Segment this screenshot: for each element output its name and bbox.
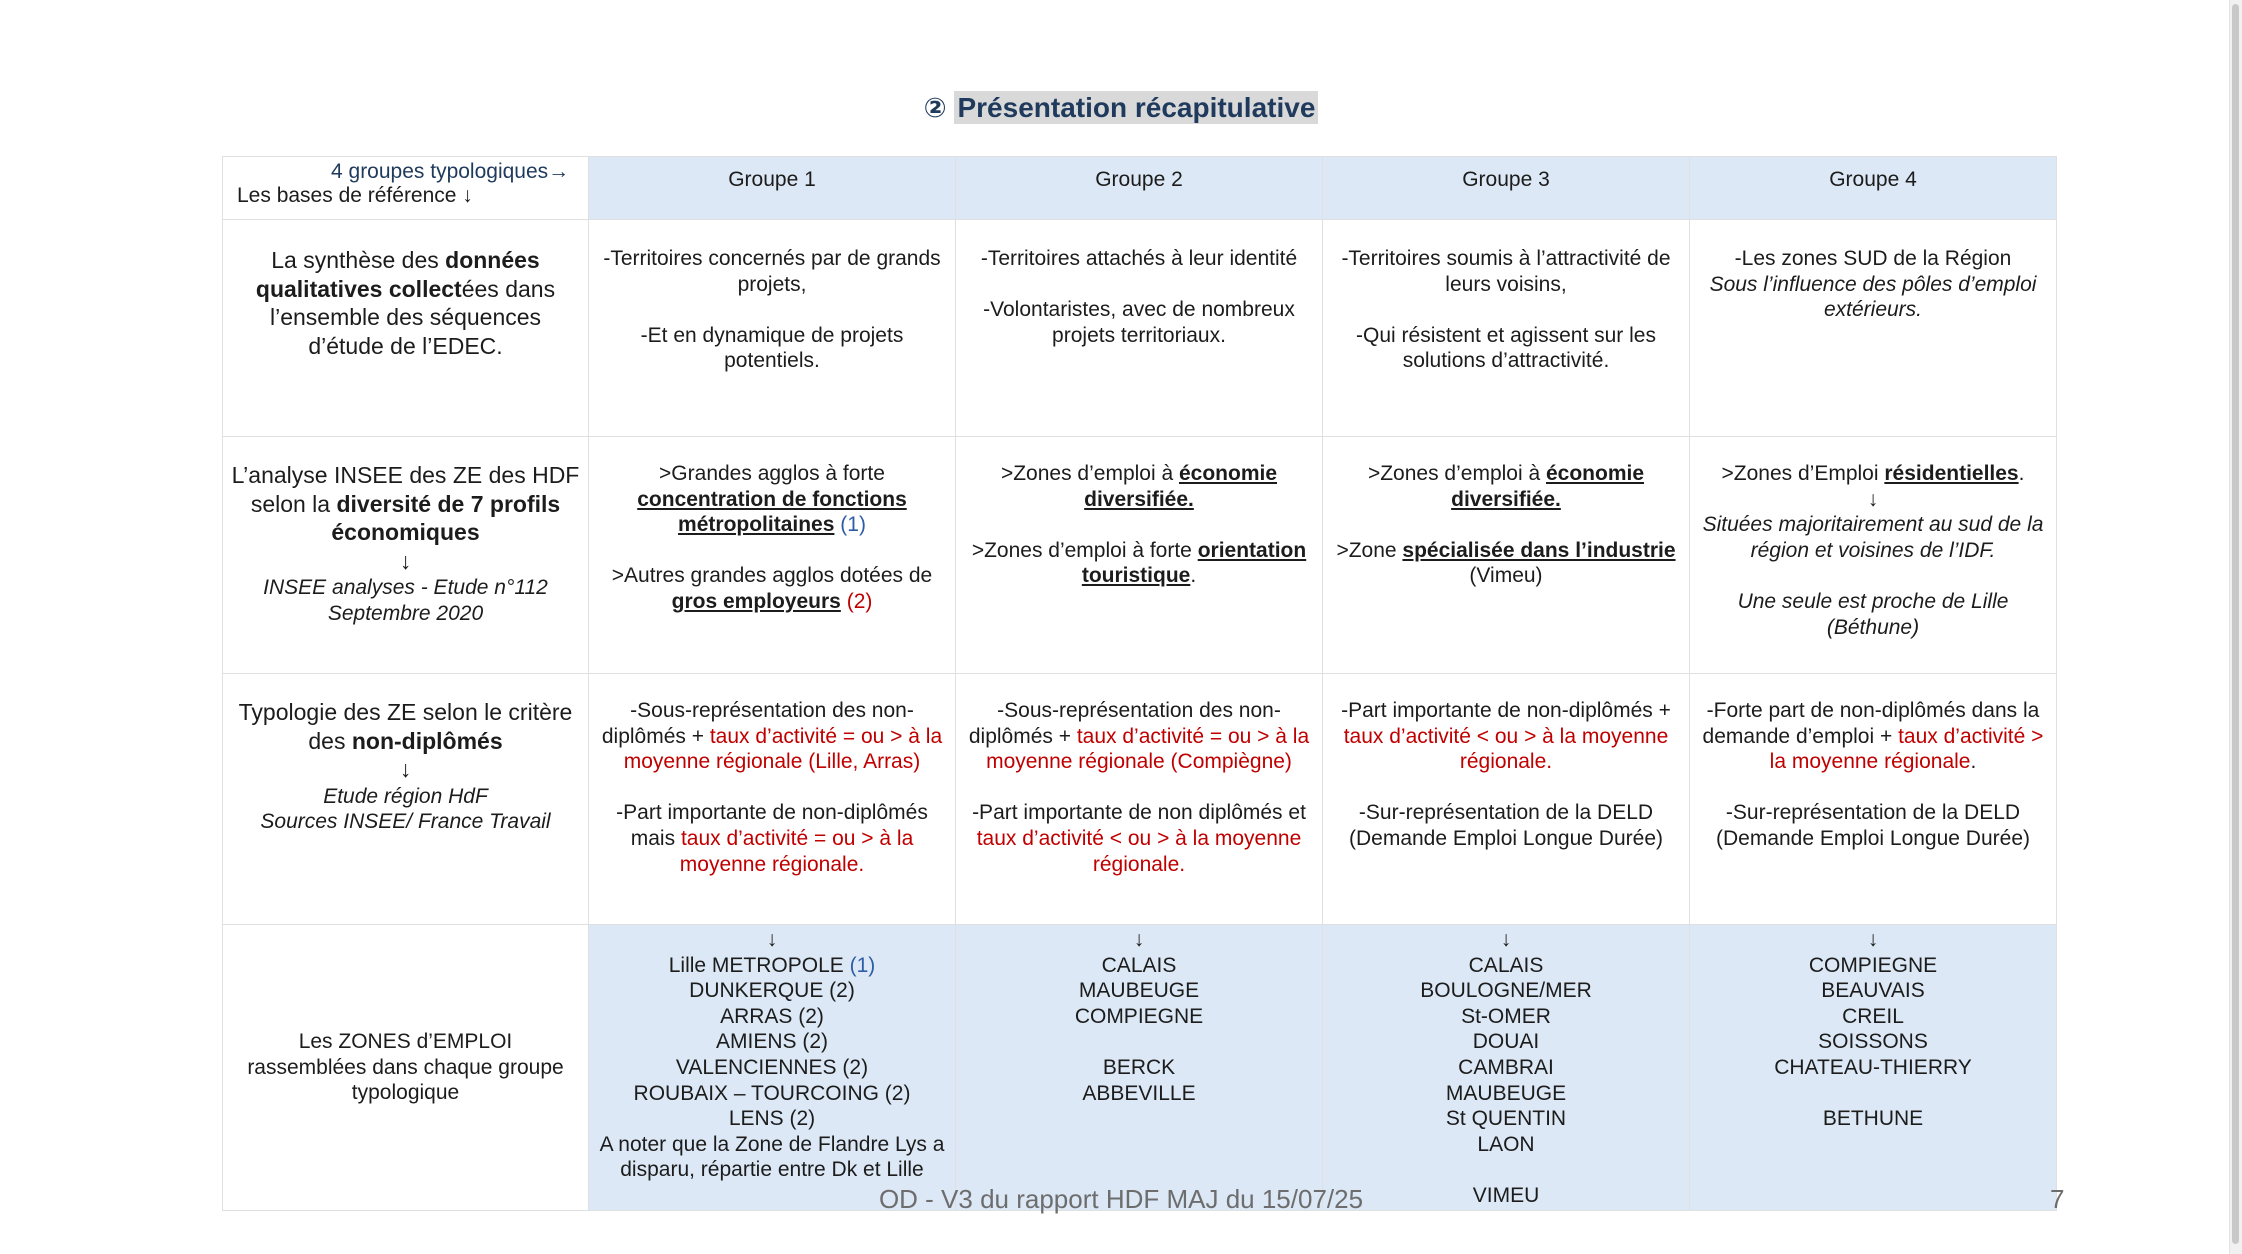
cell-non-diplomes-group-3: -Part importante de non-diplômés + taux d’activité < ou > à la moyenne régionale. -Sur-représentation de la DELD (Demande Emploi Longue Durée) [1323, 674, 1690, 925]
vertical-scrollbar[interactable] [2229, 0, 2242, 1254]
row-label-non-diplomes: Typologie des ZE selon le critère des non-diplômés ↓ Etude région HdF Sources INSEE/ France Travail [223, 674, 589, 925]
cell-qualitative-group-3: -Territoires soumis à l’attractivité de leurs voisins, -Qui résistent et agissent sur les solutions d’attractivité. [1323, 220, 1690, 437]
down-arrow-icon: ↓ [399, 756, 412, 783]
list-item: MAUBEUGE [1445, 1081, 1567, 1105]
list-item: COMPIEGNE [1808, 953, 1938, 977]
list-item: AMIENS (2) [715, 1030, 828, 1054]
cell-non-diplomes-group-4: -Forte part de non-diplômés dans la demande d’emploi + taux d’activité > la moyenne régionale. -Sur-représentation de la DELD (Demande Emploi Longue Durée) [1690, 674, 2057, 925]
cell-zones-group-2 [956, 925, 1323, 1211]
list-item: BERCK [1102, 1055, 1176, 1079]
row-label-insee: L’analyse INSEE des ZE des HDF selon la diversité de 7 profils économiques ↓ INSEE analyses - Etude n°112 Septembre 2020 [223, 437, 589, 674]
corner-groups-label: 4 groupes typologiques→ [331, 160, 570, 183]
list-item: CAMBRAI [1458, 1055, 1554, 1079]
corner-bases-label: Les bases de référence ↓ [237, 184, 473, 207]
cell-qualitative-group-1: -Territoires concernés par de grands projets, -Et en dynamique de projets potentiels. [589, 220, 956, 437]
down-arrow-icon: ↓ [1867, 928, 1879, 951]
page-title-text: Présentation récapitulative [954, 91, 1318, 124]
circled-two-icon: ② [923, 93, 947, 123]
cell-insee-group-1: >Grandes agglos à forte concentration de fonctions métropolitaines (1) >Autres grandes agglos dotées de gros employeurs (2) [589, 437, 956, 674]
header-group-4: Groupe 4 [1690, 157, 2057, 220]
list-item: BETHUNE [1822, 1107, 1924, 1131]
cell-qualitative-group-2: -Territoires attachés à leur identité -Volontaristes, avec de nombreux projets territoriaux. [956, 220, 1323, 437]
down-arrow-icon: ↓ [1500, 928, 1512, 951]
table-row-non-diplomes [223, 674, 2057, 925]
down-arrow-icon: ↓ [399, 547, 412, 574]
list-item: MAUBEUGE [1078, 979, 1200, 1003]
list-item: VIMEU [1472, 1183, 1540, 1207]
table-row-insee [223, 437, 2057, 674]
list-item: St-OMER [1461, 1004, 1551, 1028]
list-item: LENS (2) [728, 1107, 816, 1131]
list-item: Lille METROPOLE (1) [668, 953, 876, 977]
page-number: 7 [2050, 1184, 2065, 1214]
cell-zones-group-1 [589, 925, 956, 1211]
header-group-1: Groupe 1 [589, 157, 956, 220]
list-item: SOISSONS [1818, 1030, 1928, 1054]
list-item: CREIL [1842, 1004, 1904, 1028]
table-row-zones [223, 925, 2057, 1211]
list-item: St QUENTIN [1445, 1107, 1567, 1131]
header-group-2: Groupe 2 [956, 157, 1323, 220]
header-row [223, 157, 2057, 220]
page-title [0, 92, 2242, 124]
list-item: CALAIS [1468, 953, 1544, 977]
list-item: BOULOGNE/MER [1420, 979, 1592, 1003]
table-row-qualitative [223, 220, 2057, 437]
cell-qualitative-group-4: -Les zones SUD de la Région Sous l’influence des pôles d’emploi extérieurs. [1690, 220, 2057, 437]
cell-insee-group-3: >Zones d’emploi à économie diversifiée. >Zone spécialisée dans l’industrie (Vimeu) [1323, 437, 1690, 674]
cell-non-diplomes-group-2: -Sous-représentation des non-diplômés + taux d’activité = ou > à la moyenne régionale (Compiègne) -Part importante de non diplômés et taux d’activité < ou > à la moyenne régionale. [956, 674, 1323, 925]
list-item: ARRAS (2) [720, 1004, 824, 1028]
down-arrow-icon: ↓ [1133, 928, 1145, 951]
list-item: CALAIS [1101, 953, 1177, 977]
list-item: ABBEVILLE [1082, 1081, 1196, 1105]
list-item: VALENCIENNES (2) [675, 1055, 869, 1079]
row-label-zones: Les ZONES d’EMPLOI rassemblées dans chaque groupe typologique [223, 925, 589, 1211]
list-item: ROUBAIX – TOURCOING (2) [633, 1081, 911, 1105]
footer-text: OD - V3 du rapport HDF MAJ du 15/07/25 [878, 1184, 1364, 1214]
header-group-3: Groupe 3 [1323, 157, 1690, 220]
cell-zones-group-3 [1323, 925, 1690, 1211]
scrollbar-thumb[interactable] [2232, 4, 2239, 1244]
down-arrow-icon: ↓ [766, 928, 778, 951]
zone-note: A noter que la Zone de Flandre Lys a disparu, répartie entre Dk et Lille [599, 1132, 945, 1182]
corner-cell [223, 157, 589, 220]
down-arrow-icon: ↓ [1867, 487, 1879, 511]
list-item: COMPIEGNE [1074, 1004, 1204, 1028]
cell-zones-group-4 [1690, 925, 2057, 1211]
list-item: LAON [1477, 1132, 1535, 1156]
list-item: CHATEAU-THIERRY [1774, 1055, 1972, 1079]
summary-table [222, 156, 2057, 1211]
cell-insee-group-2: >Zones d’emploi à économie diversifiée. >Zones d’emploi à forte orientation touristique. [956, 437, 1323, 674]
list-item: BEAUVAIS [1821, 979, 1925, 1003]
list-item: DOUAI [1472, 1030, 1540, 1054]
list-item: DUNKERQUE (2) [689, 979, 855, 1003]
cell-non-diplomes-group-1: -Sous-représentation des non-diplômés + taux d’activité = ou > à la moyenne régionale (Lille, Arras) -Part importante de non-diplômés mais taux d’activité = ou > à la moyenne régionale. [589, 674, 956, 925]
cell-insee-group-4: >Zones d’Emploi résidentielles. ↓ Situées majoritairement au sud de la région et voisines de l’IDF. Une seule est proche de Lille (Béthune) [1690, 437, 2057, 674]
row-label-qualitative: La synthèse des données qualitatives collectées dans l’ensemble des séquences d’étude de l’EDEC. [223, 220, 589, 437]
